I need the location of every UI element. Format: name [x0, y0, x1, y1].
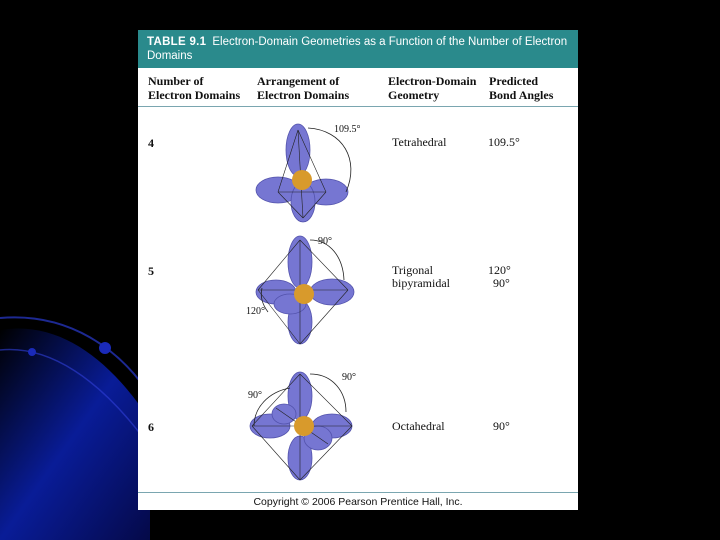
table-number: TABLE 9.1 — [147, 36, 207, 48]
geometry-trigonal-bipyramidal: Trigonal bipyramidal — [392, 263, 450, 290]
header-rule — [138, 106, 578, 107]
angle-tetrahedral: 109.5° — [488, 135, 520, 149]
table-title: Electron-Domain Geometries as a Function of the Number of Electron Domains — [147, 36, 568, 62]
diagram-angle-left: 90° — [248, 390, 262, 401]
domains-5: 5 — [148, 264, 154, 278]
diagram-angle-left: 120° — [246, 306, 265, 317]
trigonal-bipyramidal-diagram — [248, 232, 398, 352]
angle-octahedral: 90° — [493, 419, 510, 433]
octahedral-diagram — [248, 368, 398, 488]
angles-trigonal-bipyramidal: 120° 90° — [488, 263, 511, 290]
tetrahedral-diagram — [248, 120, 398, 240]
header-bond-angles: Predicted Bond Angles — [489, 74, 554, 102]
geometry-tetrahedral: Tetrahedral — [392, 135, 447, 149]
header-number-of-domains: Number of Electron Domains — [148, 74, 241, 102]
header-geometry: Electron-Domain Geometry — [388, 74, 477, 102]
table-card — [138, 30, 578, 510]
diagram-angle-top: 90° — [318, 236, 332, 247]
table-title-bar — [138, 30, 578, 68]
header-arrangement: Arrangement of Electron Domains — [257, 74, 350, 102]
domains-6: 6 — [148, 420, 154, 434]
nucleus-icon — [292, 170, 312, 190]
geometry-octahedral: Octahedral — [392, 419, 445, 433]
domains-4: 4 — [148, 136, 154, 150]
nucleus-icon — [294, 284, 314, 304]
footer-rule — [138, 492, 578, 493]
nucleus-icon — [294, 416, 314, 436]
diagram-angle-right: 90° — [342, 372, 356, 383]
diagram-angle: 109.5° — [334, 124, 361, 135]
copyright-notice: Copyright © 2006 Pearson Prentice Hall, Inc. — [253, 496, 463, 508]
